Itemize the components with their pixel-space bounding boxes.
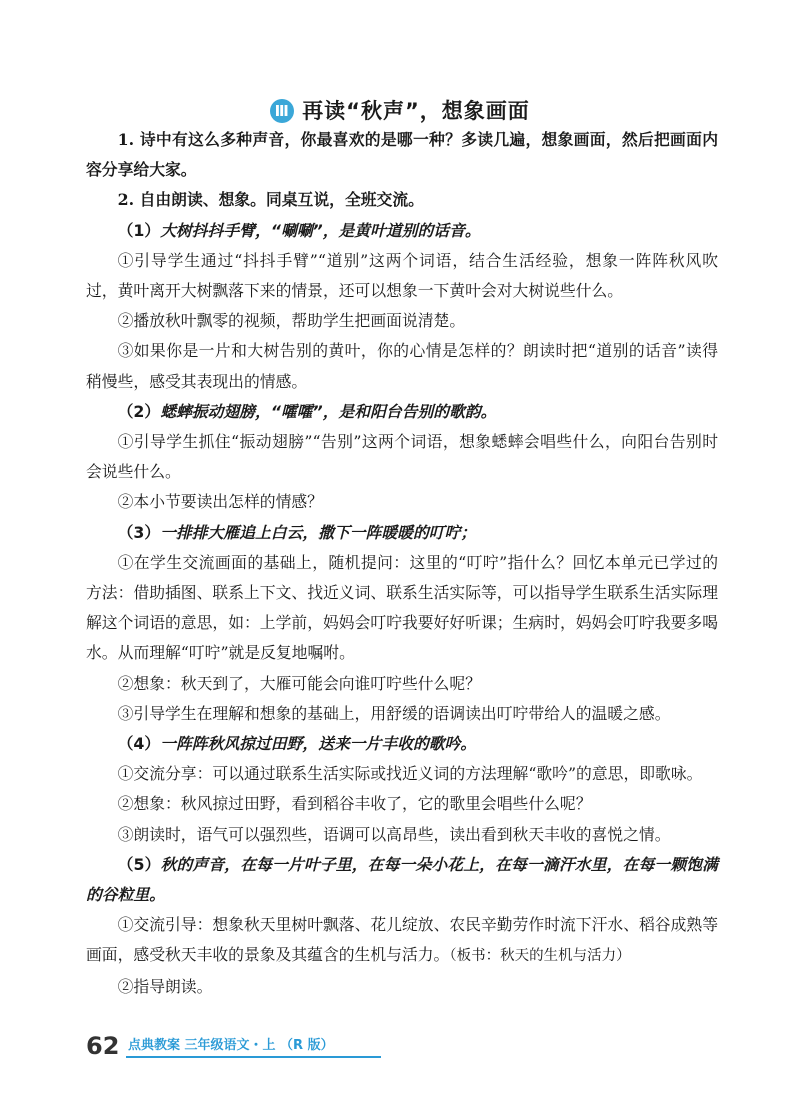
part-5-step-1-text: ①交流引导：想象秋天里树叶飘落、花儿绽放、农民辛勤劳作时流下汗水、稻谷成熟等画面，感受秋天丰收的景象及其蕴含的生机与活力。 bbox=[86, 915, 718, 965]
part-3-step-2: ②想象：秋天到了，大雁可能会向谁叮咛些什么呢？ bbox=[117, 673, 481, 693]
item-2: 2. 自由朗读、想象。同桌互说，全班交流。 bbox=[117, 190, 424, 210]
item-1: 1. 诗中有这么多种声音，你最喜欢的是哪一种？多读几遍，想象画面，然后把画面内容分享给大家。 bbox=[86, 130, 718, 180]
lesson-content bbox=[86, 125, 718, 1002]
part-1-heading bbox=[86, 216, 718, 246]
part-2-step-1: ①引导学生抓住“振动翅膀”“告别”这两个词语，想象蟋蟀会唱些什么，向阳台告别时会说些什么。 bbox=[86, 432, 718, 482]
section-title bbox=[0, 95, 800, 125]
part-3-step-1: ①在学生交流画面的基础上，随机提问：这里的“叮咛”指什么？回忆本单元已学过的方法：借助插图、联系上下文、找近义词、联系生活实际等，可以指导学生联系生活实际理解这个词语的意思，如：上学前，妈妈会叮咛我要好好听课；生病时，妈妈会叮咛我要多喝水。从而理解“叮咛”就是反复地嘱咐。 bbox=[86, 552, 718, 663]
part-4-step-1: ①交流分享：可以通过联系生活实际或找近义词的方法理解“歌吟”的意思，即歌咏。 bbox=[117, 764, 703, 784]
part-4-heading-text: 一阵阵秋风掠过田野，送来一片丰收的歌吟。 bbox=[160, 734, 477, 754]
part-2-number: （2） bbox=[117, 401, 161, 421]
part-5-number: （5） bbox=[117, 854, 161, 874]
part-5-heading bbox=[86, 850, 718, 910]
section-title-text: 再读“秋声”，想象画面 bbox=[302, 99, 530, 123]
board-note: （板书：秋天的生机与活力） bbox=[449, 948, 631, 965]
part-3-heading bbox=[86, 518, 718, 548]
part-2-step-2: ②本小节要读出怎样的情感？ bbox=[117, 492, 323, 512]
part-4-number: （4） bbox=[117, 734, 161, 754]
part-3-number: （3） bbox=[117, 522, 161, 542]
section-number-badge: Ⅲ bbox=[270, 99, 294, 123]
part-1-step-2: ②播放秋叶飘零的视频，帮助学生把画面说清楚。 bbox=[117, 311, 466, 331]
part-4-step-3: ③朗读时，语气可以强烈些，语调可以高昂些，读出看到秋天丰收的喜悦之情。 bbox=[117, 824, 671, 844]
footer-book-title: 点典教案 三年级语文・上 （R 版） bbox=[128, 1038, 334, 1053]
part-2-heading bbox=[86, 397, 718, 427]
part-5-heading-text: 秋的声音，在每一片叶子里，在每一朵小花上，在每一滴汗水里，在每一颗饱满的谷粒里。 bbox=[86, 854, 718, 905]
page-number: 62 bbox=[86, 1032, 120, 1060]
part-2-heading-text: 蟋蟀振动翅膀，“嚯嚯”，是和阳台告别的歌韵。 bbox=[160, 401, 497, 421]
part-5-step-2: ②指导朗读。 bbox=[117, 976, 213, 996]
part-1-heading-text: 大树抖抖手臂，“唰唰”，是黄叶道别的话音。 bbox=[160, 220, 481, 240]
part-1-step-1: ①引导学生通过“抖抖手臂”“道别”这两个词语，结合生活经验，想象一阵阵秋风吹过，黄叶离开大树飘落下来的情景，还可以想象一下黄叶会对大树说些什么。 bbox=[86, 250, 718, 301]
part-4-step-2: ②想象：秋风掠过田野，看到稻谷丰收了，它的歌里会唱些什么呢？ bbox=[117, 794, 592, 814]
part-5-step-1 bbox=[86, 910, 718, 971]
part-1-number: （1） bbox=[117, 220, 161, 240]
part-3-step-3: ③引导学生在理解和想象的基础上，用舒缓的语调读出叮咛带给人的温暖之感。 bbox=[117, 703, 671, 723]
part-3-heading-text: 一排排大雁追上白云，撒下一阵暖暖的叮咛； bbox=[160, 522, 477, 542]
part-4-heading bbox=[86, 729, 718, 759]
footer-underline bbox=[126, 1056, 381, 1058]
part-1-step-3: ③如果你是一片和大树告别的黄叶，你的心情是怎样的？朗读时把“道别的话音”读得稍慢些，感受其表现出的情感。 bbox=[86, 341, 718, 391]
